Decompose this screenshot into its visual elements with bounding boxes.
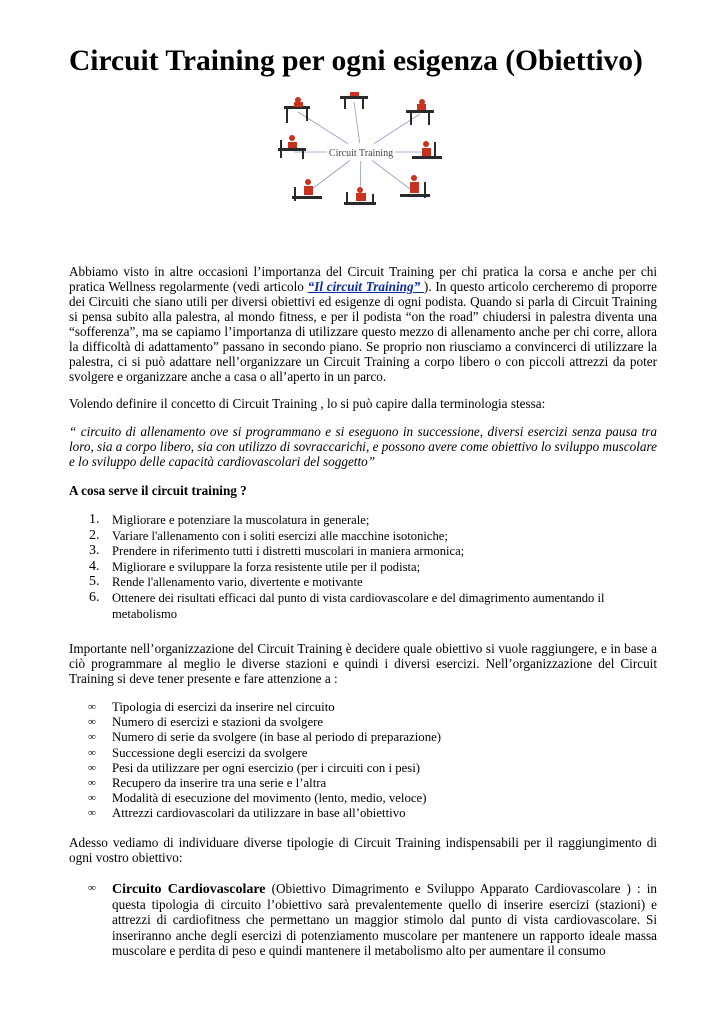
list-item: 5. Rende l'allenamento vario, divertente e motivante: [89, 574, 363, 590]
definition-quote: “ circuito di allenamento ove si programmano e si eseguono in successione, diversi esercizi senza pausa tra loro, sia a corpo libero, sia con utilizzo di sovraccarichi, e possono avere come obiettivo lo sviluppo muscolare e lo sviluppo delle capacità cardiovascolari del soggetto”: [69, 424, 657, 469]
circuit-training-article-link[interactable]: “Il circuit Training”: [307, 279, 424, 294]
list-item: 1. Migliorare e potenziare la muscolatura in generale;: [89, 512, 370, 527]
infinity-bullet-icon: ∞: [88, 807, 96, 820]
infinity-bullet-icon: ∞: [88, 701, 96, 713]
list-item: 2. Variare l'allenamento con i soliti esercizi alle macchine isotoniche;: [89, 527, 448, 543]
circuit-training-figure: [274, 92, 448, 212]
infinity-bullet-icon: ∞: [88, 882, 96, 894]
cardio-circuit-text: Circuito Cardiovascolare (Obiettivo Dimagrimento e Sviluppo Apparato Cardiovascolare ) : in questa tipologia di circuito l’obiettivo sarà prevalentemente quello di inserire esercizi (stazioni) e attrezzi di cardiofitness che permettano un maggior stimolo dal punto di vista cardiovascolare. Si inseriranno anche degli esercizi di potenziamento muscolare per mantenere un rapporto ideale massa muscolare e perdita di peso e quindi mantenere il metabolismo alto per aumentare il consumo: [112, 881, 657, 958]
purpose-list: [69, 513, 657, 622]
list-item: ∞ Successione degli esercizi da svolgere: [88, 745, 308, 760]
infinity-bullet-icon: ∞: [88, 746, 96, 759]
infinity-bullet-icon: ∞: [88, 792, 96, 805]
intro-text-start: Abbiamo visto in altre occasioni l’importanza del Circuit Training per chi pratica la corsa e anche per chi pratica Wellness regolarmente (vedi articolo: [69, 264, 657, 294]
page-title: Circuit Training per ogni esigenza (Obiettivo): [69, 45, 643, 77]
infinity-bullet-icon: ∞: [88, 761, 96, 774]
purpose-heading: A cosa serve il circuit training ?: [69, 483, 247, 498]
list-item: 4. Migliorare e sviluppare la forza resistente utile per il podista;: [89, 558, 421, 574]
figure-center-label: Circuit Training: [328, 148, 394, 159]
exercise-machines-circle-icon: [274, 92, 448, 212]
list-item: ∞ Attrezzi cardiovascolari da utilizzare in base all’obiettivo: [88, 806, 406, 821]
list-item: ∞ Modalità di esecuzione del movimento (lento, medio, veloce): [88, 791, 427, 806]
list-item: ∞ Numero di serie da svolgere (in base al periodo di preparazione): [88, 730, 442, 745]
list-item: ∞ Pesi da utilizzare per ogni esercizio (per i circuiti con i pesi): [88, 760, 421, 775]
infinity-bullet-icon: ∞: [88, 716, 96, 729]
list-item: 6. Ottenere dei risultati efficaci dal punto di vista cardiovascolare e del dimagrimento aumentando il metabolismo: [89, 589, 605, 621]
infinity-bullet-icon: ∞: [88, 731, 96, 744]
list-item: 3. Prendere in riferimento tutti i distretti muscolari in maniera armonica;: [89, 543, 465, 559]
list-item: ∞ Recupero da inserire tra una serie e l’altra: [88, 776, 327, 791]
organization-paragraph: Importante nell’organizzazione del Circuit Training è decidere quale obiettivo si vuole raggiungere, e in base a ciò programmare al meglio le diverse stazioni e quindi i diversi esercizi. Nell’organizzazione del Circuit Training si deve tener presente e fare attenzione a :: [69, 641, 657, 686]
list-item: ∞ Tipologia di esercizi da inserire nel circuito: [88, 700, 335, 714]
intro-paragraph: [69, 264, 657, 384]
definition-intro: Volendo definire il concetto di Circuit Training , lo si può capire dalla terminologia stessa:: [69, 396, 546, 411]
intro-text-end: ). In questo articolo cercheremo di proporre dei Circuiti che siano utili per diversi obiettivi ed esigenze di ogni podista. Quando si parla di Circuit Training si pensa subito alla palestra, al mondo fitness, e per il podista “on the road” chiudersi in palestra diventa una “sofferenza”, ma se capiamo l’importanza di utilizzare questo mezzo di allenamento anche per chi corre, allora la difficoltà di adattamento” passano in secondo piano. Se proprio non riusciamo a convincerci di utilizzare la palestra, ci si può adattare nell’organizzare un Circuit Training a corpo libero o con piccoli attrezzi da poter svolgere e organizzare anche a casa o all’aperto in un parco.: [69, 279, 657, 384]
cardio-circuit-item: [69, 881, 657, 958]
list-item: ∞ Numero di esercizi e stazioni da svolgere: [88, 715, 324, 730]
cardio-circuit-label: Circuito Cardiovascolare: [112, 882, 266, 897]
infinity-bullet-icon: ∞: [88, 777, 96, 790]
types-intro-paragraph: Adesso vediamo di individuare diverse tipologie di Circuit Training indispensabili per il raggiungimento di ogni vostro obiettivo:: [69, 835, 657, 865]
attention-list: [69, 700, 657, 822]
